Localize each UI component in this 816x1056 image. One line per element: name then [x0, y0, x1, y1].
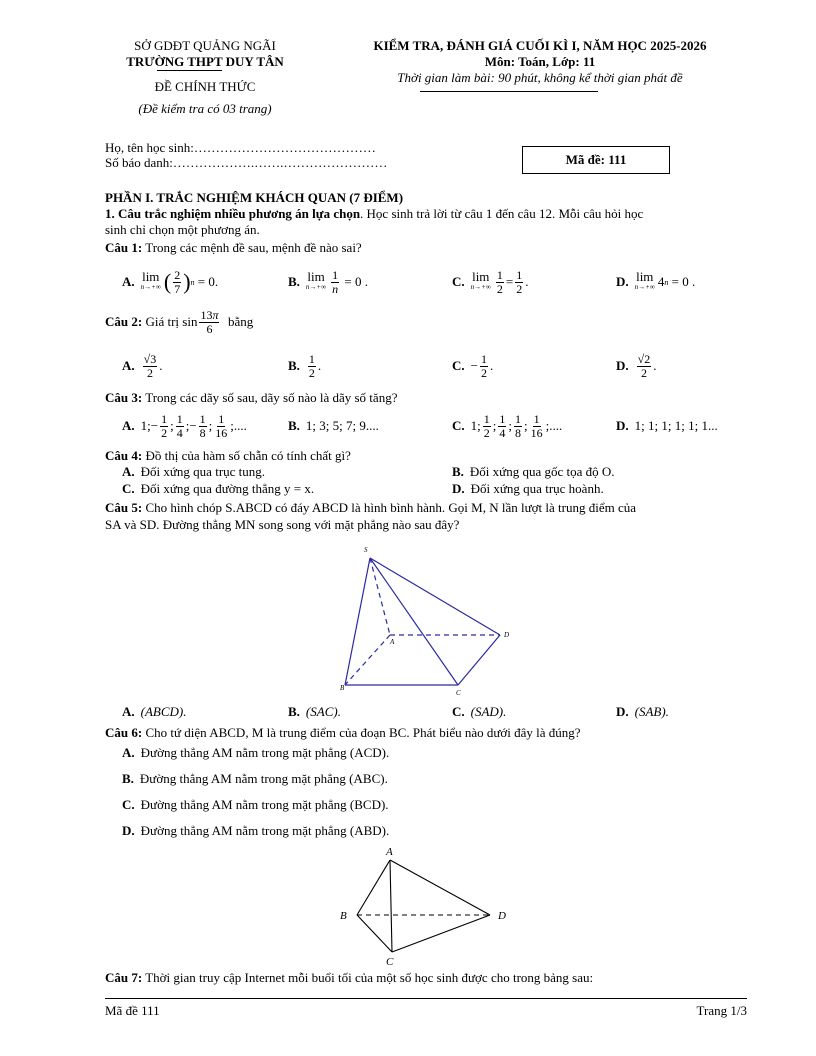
q6-option-a[interactable]: A. Đường thẳng AM nằm trong mặt phẳng (ACD). [122, 745, 390, 760]
q1-options [122, 262, 762, 302]
exam-title: KIỂM TRA, ĐÁNH GIÁ CUỐI KÌ I, NĂM HỌC 2025-2026 [373, 38, 707, 53]
q5-option-c[interactable]: C. (SAD). [452, 704, 507, 719]
subject: Môn: Toán, Lớp: 11 [484, 54, 596, 69]
q3-option-d[interactable]: D. 1; 1; 1; 1; 1; 1... [616, 418, 718, 433]
pages-note: (Đề kiểm tra có 03 trang) [138, 101, 272, 116]
q5-option-d[interactable]: D. (SAB). [616, 704, 669, 719]
page-number: Trang 1/3 [696, 1003, 747, 1018]
exam-code-box [522, 146, 670, 174]
q5-option-a[interactable]: A. (ABCD). [122, 704, 187, 719]
q4-option-c[interactable]: C. Đối xứng qua đường thẳng y = x. [122, 481, 315, 496]
tetrahedron-figure [335, 842, 525, 967]
school-underline [157, 70, 222, 71]
q3-option-b[interactable]: B. 1; 3; 5; 7; 9.... [288, 418, 379, 433]
q3-option-c[interactable]: C. 1; $\frac{1}{2}$ ; $\frac{1}{4}$ ; $\frac{1}{8}$ ; $\frac{1}{16}$ ;.... [452, 411, 563, 440]
student-name-line: Họ, tên học sinh:…………………………………… [105, 140, 376, 155]
time-underline [420, 91, 598, 92]
q1-option-d[interactable]: D. lim n→+∞ 4 n = 0 . [616, 269, 696, 291]
q2-option-a[interactable]: A. $\frac{√3}{2}$ . [122, 351, 163, 380]
q6-option-d[interactable]: D. Đường thẳng AM nằm trong mặt phẳng (ABD). [122, 823, 390, 838]
question-1: Câu 1: Trong các mệnh đề sau, mệnh đề nào sai? [105, 240, 362, 255]
question-5: Câu 5: Cho hình chóp S.ABCD có đáy ABCD là hình bình hành. Gọi M, N lần lượt là trung điểm của [105, 500, 636, 515]
q2-options [122, 346, 762, 386]
q4-option-b[interactable]: B. Đối xứng qua gốc tọa độ O. [452, 464, 615, 479]
edge-ab [357, 860, 390, 915]
label-b: B [340, 910, 347, 922]
edge-ad [390, 860, 490, 915]
q2-option-d[interactable]: D. $\frac{√2}{2}$ . [616, 351, 657, 380]
q6-option-b[interactable]: B. Đường thẳng AM nằm trong mặt phẳng (ABC). [122, 771, 388, 786]
q3-option-a[interactable]: A. 1;− $\frac{1}{2}$ ; $\frac{1}{4}$ ;− $\frac{1}{8}$ ; $\frac{1}{16}$ ;.... [122, 411, 247, 440]
time-limit: Thời gian làm bài: 90 phút, không kể thời gian phát đề [397, 70, 683, 85]
official-label: ĐỀ CHÍNH THỨC [154, 79, 256, 94]
q1-option-c[interactable]: C. lim n→+∞ $\frac{1}{2}$ = $\frac{1}{2}$ . [452, 267, 529, 296]
question-2: Câu 2: Giá trị sin $\frac{13\pi}{6}$ bằng [105, 307, 254, 336]
edge-sd [370, 558, 500, 635]
exam-code: Mã đề: 111 [565, 152, 627, 167]
edge-sc [370, 558, 458, 685]
question-7: Câu 7: Thời gian truy cập Internet mỗi buổi tối của một số học sinh được cho trong bảng sau: [105, 970, 594, 985]
question-3: Câu 3: Trong các dãy số sau, dãy số nào là dãy số tăng? [105, 390, 398, 405]
q1-option-b[interactable]: B. lim n→+∞ $\frac{1}{n}$ = 0 . [288, 267, 368, 296]
q2-option-b[interactable]: B. $\frac{1}{2}$ . [288, 351, 322, 380]
label-d: D [504, 631, 510, 639]
label-a: A [390, 638, 395, 646]
edge-sa [370, 558, 390, 635]
label-c: C [456, 689, 461, 697]
edge-bc [357, 915, 392, 952]
label-s: S [364, 546, 368, 554]
label-a: A [386, 846, 393, 858]
q4-option-d[interactable]: D. Đối xứng qua trục hoành. [452, 481, 604, 496]
q5-option-b[interactable]: B. (SAC). [288, 704, 341, 719]
student-id-line: Số báo danh:……………….…….…………………… [105, 155, 388, 170]
q2-option-c[interactable]: C. − $\frac{1}{2}$ . [452, 351, 494, 380]
q6-option-c[interactable]: C. Đường thẳng AM nằm trong mặt phẳng (BCD). [122, 797, 389, 812]
question-4: Câu 4: Đồ thị của hàm số chẵn có tính chất gì? [105, 448, 351, 463]
q3-options [122, 406, 762, 446]
q5-options [122, 702, 762, 722]
part1-instructions-2: sinh chỉ chọn một phương án. [105, 222, 260, 237]
footer-rule [105, 998, 747, 999]
footer-code: Mã đề 111 [105, 1003, 160, 1018]
label-d: D [498, 910, 506, 922]
q1-option-a[interactable]: A. lim n→+∞ ( $\frac{2}{7}$ ) n = 0. [122, 267, 219, 296]
dept-name: SỞ GDĐT QUẢNG NGÃI [134, 38, 276, 53]
edge-cd [458, 635, 500, 685]
edge-ac [390, 860, 392, 952]
pyramid-figure [330, 540, 530, 700]
q4-option-a[interactable]: A. Đối xứng qua trục tung. [122, 464, 266, 479]
school-name: TRƯỜNG THPT DUY TÂN [126, 54, 284, 69]
part1-title: PHẦN I. TRẮC NGHIỆM KHÁCH QUAN (7 ĐIỂM) [105, 190, 404, 205]
label-c: C [386, 956, 394, 967]
edge-sb [345, 558, 370, 685]
part1-instructions: 1. Câu trắc nghiệm nhiều phương án lựa chọn. Học sinh trả lời từ câu 1 đến câu 12. Mỗi câu hỏi học [105, 206, 644, 221]
edge-ab [345, 635, 390, 685]
label-b: B [340, 684, 345, 692]
question-6: Câu 6: Cho tứ diện ABCD, M là trung điểm của đoạn BC. Phát biểu nào dưới đây là đúng? [105, 725, 581, 740]
edge-cd [392, 915, 490, 952]
question-5-line2: SA và SD. Đường thẳng MN song song với mặt phẳng nào sau đây? [105, 517, 460, 532]
